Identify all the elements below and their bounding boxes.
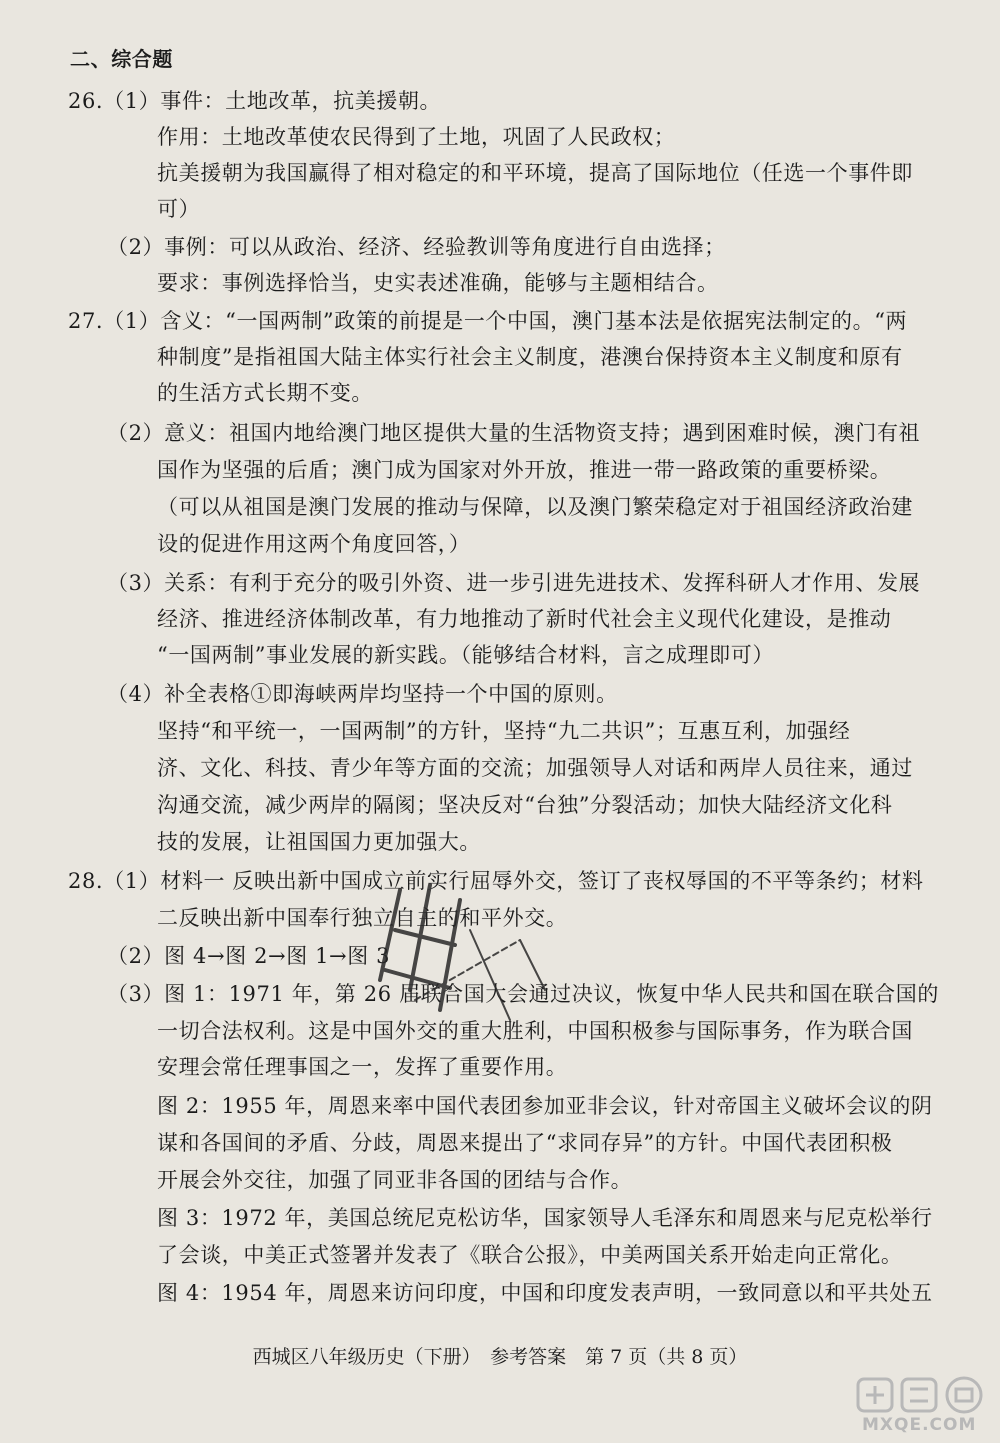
answer-line: （可以从祖国是澳门发展的推动与保障，以及澳门繁荣稳定对于祖国经济政治建 <box>157 495 913 519</box>
answer-line: 27.（1）含义：“一国两制”政策的前提是一个中国，澳门基本法是依据宪法制定的。“两 <box>68 309 908 333</box>
answer-line: （3）图 1：1971 年，第 26 届联合国大会通过决议，恢复中华人民共和国在联合国的 <box>107 982 939 1006</box>
answer-circle-logo-icon <box>856 1375 986 1415</box>
answer-line: 可） <box>157 197 201 221</box>
answer-line: 沟通交流，减少两岸的隔阂；坚决反对“台独”分裂活动；加快大陆经济文化科 <box>157 793 893 817</box>
answer-line: 济、文化、科技、青少年等方面的交流；加强领导人对话和两岸人员往来，通过 <box>157 756 913 780</box>
answer-line: 作用：土地改革使农民得到了土地，巩固了人民政权； <box>157 125 676 149</box>
answer-line: 28.（1）材料一 反映出新中国成立前实行屈辱外交，签订了丧权辱国的不平等条约；材料 <box>68 869 924 893</box>
answer-line: “一国两制”事业发展的新实践。（能够结合材料，言之成理即可） <box>157 643 774 667</box>
answer-line: 国作为坚强的后盾；澳门成为国家对外开放，推进一带一路政策的重要桥梁。 <box>157 458 892 482</box>
answer-line: （2）意义：祖国内地给澳门地区提供大量的生活物资支持；遇到困难时候，澳门有祖 <box>107 421 921 445</box>
answer-line: 了会谈，中美正式签署并发表了《联合公报》，中美两国关系开始走向正常化。 <box>157 1243 903 1267</box>
answer-line: 二反映出新中国奉行独立自主的和平外交。 <box>157 906 568 930</box>
answer-line: 技的发展，让祖国国力更加强大。 <box>157 830 481 854</box>
answer-line: 要求：事例选择恰当，史实表述准确，能够与主题相结合。 <box>157 271 719 295</box>
answer-line: 经济、推进经济体制改革，有力地推动了新时代社会主义现代化建设，是推动 <box>157 607 892 631</box>
answer-line: 一切合法权利。这是中国外交的重大胜利，中国积极参与国际事务，作为联合国 <box>157 1019 913 1043</box>
answer-line: （2）图 4→图 2→图 1→图 3 <box>107 944 391 968</box>
answer-line: 图 3：1972 年，美国总统尼克松访华，国家领导人毛泽东和周恩来与尼克松举行 <box>157 1206 933 1230</box>
answer-line: （4）补全表格①即海峡两岸均坚持一个中国的原则。 <box>107 682 618 706</box>
ink-stamp-mark <box>360 870 580 1070</box>
watermark-url: MXQE.COM <box>862 1415 977 1435</box>
page-footer: 西城区八年级历史（下册） 参考答案 第 7 页（共 8 页） <box>252 1346 748 1368</box>
answer-line: 图 2：1955 年，周恩来率中国代表团参加亚非会议，针对帝国主义破坏会议的阴 <box>157 1094 933 1118</box>
answer-line: （2）事例：可以从政治、经济、经验教训等角度进行自由选择； <box>107 235 726 259</box>
answer-line: 图 4：1954 年，周恩来访问印度，中国和印度发表声明，一致同意以和平共处五 <box>157 1281 933 1305</box>
section-title: 二、综合题 <box>70 47 173 71</box>
answer-line: 种制度”是指祖国大陆主体实行社会主义制度，港澳台保持资本主义制度和原有 <box>157 345 903 369</box>
answer-line: 26.（1）事件：土地改革，抗美援朝。 <box>68 89 442 113</box>
answer-line: 坚持“和平统一，一国两制”的方针，坚持“九二共识”；互惠互利，加强经 <box>157 719 851 743</box>
answer-line: 开展会外交往，加强了同亚非各国的团结与合作。 <box>157 1168 633 1192</box>
answer-line: 的生活方式长期不变。 <box>157 381 373 405</box>
answer-line: 设的促进作用这两个角度回答，） <box>157 532 471 556</box>
answer-line: 抗美援朝为我国赢得了相对稳定的和平环境，提高了国际地位（任选一个事件即 <box>157 161 913 185</box>
answer-line: （3）关系：有利于充分的吸引外资、进一步引进先进技术、发挥科研人才作用、发展 <box>107 571 921 595</box>
answer-line: 谋和各国间的矛盾、分歧，周恩来提出了“求同存异”的方针。中国代表团积极 <box>157 1131 893 1155</box>
answer-line: 安理会常任理事国之一，发挥了重要作用。 <box>157 1055 568 1079</box>
watermark <box>856 1375 986 1437</box>
